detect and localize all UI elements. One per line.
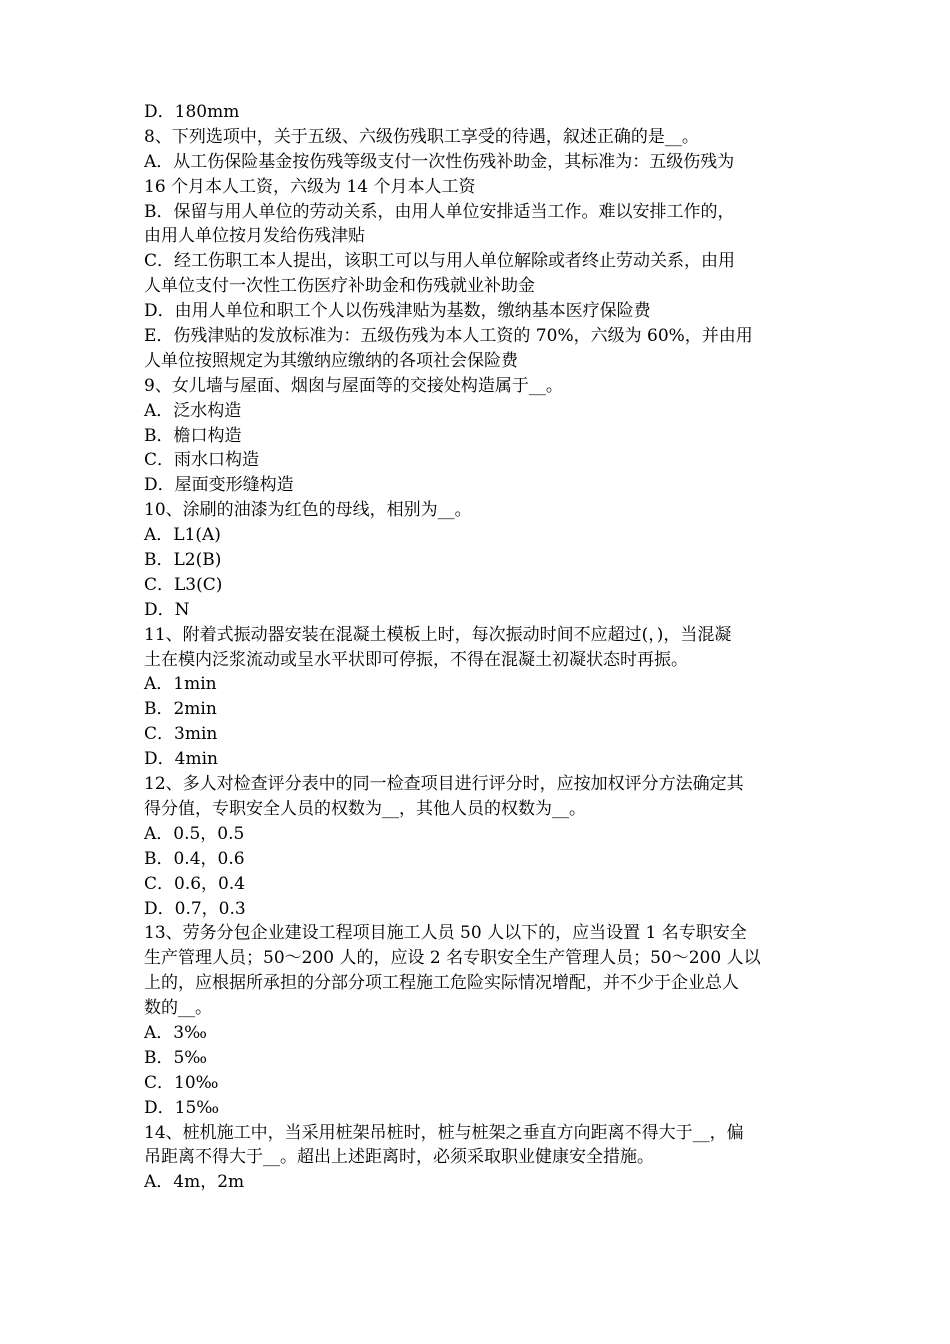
document-body — [144, 100, 810, 1195]
text-line: B．0.4，0.6 — [144, 848, 245, 869]
text-line: A．1min — [144, 674, 217, 695]
text-line: C．经工伤职工本人提出，该职工可以与用人单位解除或者终止劳动关系，由用 — [144, 251, 736, 272]
question-14-stem: 14、桩机施工中，当采用桩架吊桩时，桩与桩架之垂直方向距离不得大于__，偏 — [144, 1122, 744, 1143]
text-line: 16 个月本人工资，六级为 14 个月本人工资 — [144, 176, 476, 197]
text-line: 人单位按照规定为其缴纳应缴纳的各项社会保险费 — [144, 350, 518, 371]
text-line: A．泛水构造 — [144, 400, 242, 421]
text-line: A．从工伤保险基金按伤残等级支付一次性伤残补助金，其标准为：五级伤残为 — [144, 151, 735, 172]
question-9-stem: 9、女儿墙与屋面、烟囱与屋面等的交接处构造属于__。 — [144, 375, 563, 396]
text-line: B．檐口构造 — [144, 425, 242, 446]
text-line: 由用人单位按月发给伤残津贴 — [144, 226, 365, 247]
text-line: B．保留与用人单位的劳动关系，由用人单位安排适当工作。难以安排工作的， — [144, 201, 735, 222]
question-8-stem: 8、下列选项中，关于五级、六级伤残职工享受的待遇，叙述正确的是__。 — [144, 126, 699, 147]
text-line: D．4min — [144, 749, 218, 770]
question-11-stem: 11、附着式振动器安装在混凝土模板上时，每次振动时间不应超过(，)，当混凝 — [144, 624, 732, 645]
text-line: A．4m，2m — [144, 1172, 245, 1193]
text-line: 土在模内泛浆流动或呈水平状即可停振，不得在混凝土初凝状态时再振。 — [144, 649, 688, 670]
text-line: B．2min — [144, 699, 217, 720]
question-10-stem: 10、涂刷的油漆为红色的母线，相别为__。 — [144, 500, 472, 521]
text-line: C．0.6，0.4 — [144, 873, 246, 894]
text-line: D．180mm — [144, 102, 240, 122]
text-line: 人单位支付一次性工伤医疗补助金和伤残就业补助金 — [144, 276, 535, 297]
text-line: D．由用人单位和职工个人以伤残津贴为基数，缴纳基本医疗保险费 — [144, 301, 651, 322]
text-line: C．10‰ — [144, 1072, 219, 1093]
text-line: B．L2(B) — [144, 550, 222, 571]
text-line: C．雨水口构造 — [144, 450, 260, 471]
text-line: A．L1(A) — [144, 525, 221, 546]
text-line: C．L3(C) — [144, 574, 223, 595]
text-line: D．15‰ — [144, 1097, 220, 1118]
text-line: D．N — [144, 599, 190, 620]
text-line: 上的，应根据所承担的分部分项工程施工危险实际情况增配，并不少于企业总人 — [144, 973, 739, 994]
text-line: C．3min — [144, 724, 218, 745]
text-line: 得分值，专职安全人员的权数为__，其他人员的权数为__。 — [144, 798, 586, 819]
text-line: 生产管理人员；50～200 人的，应设 2 名专职安全生产管理人员；50～200 人以 — [144, 948, 761, 969]
text-line: E．伤残津贴的发放标准为：五级伤残为本人工资的 70%，六级为 60%，并由用 — [144, 326, 753, 347]
text-line: D．0.7，0.3 — [144, 898, 246, 919]
question-12-stem: 12、多人对检查评分表中的同一检查项目进行评分时，应按加权评分方法确定其 — [144, 774, 744, 795]
text-line: D．屋面变形缝构造 — [144, 475, 294, 496]
text-line: 吊距离不得大于__。超出上述距离时，必须采取职业健康安全措施。 — [144, 1147, 654, 1168]
text-line: 数的__。 — [144, 998, 212, 1019]
question-13-stem: 13、劳务分包企业建设工程项目施工人员 50 人以下的，应当设置 1 名专职安全 — [144, 923, 747, 944]
text-line: B．5‰ — [144, 1047, 208, 1068]
text-line: A．0.5，0.5 — [144, 823, 245, 844]
text-line: A．3‰ — [144, 1022, 207, 1043]
